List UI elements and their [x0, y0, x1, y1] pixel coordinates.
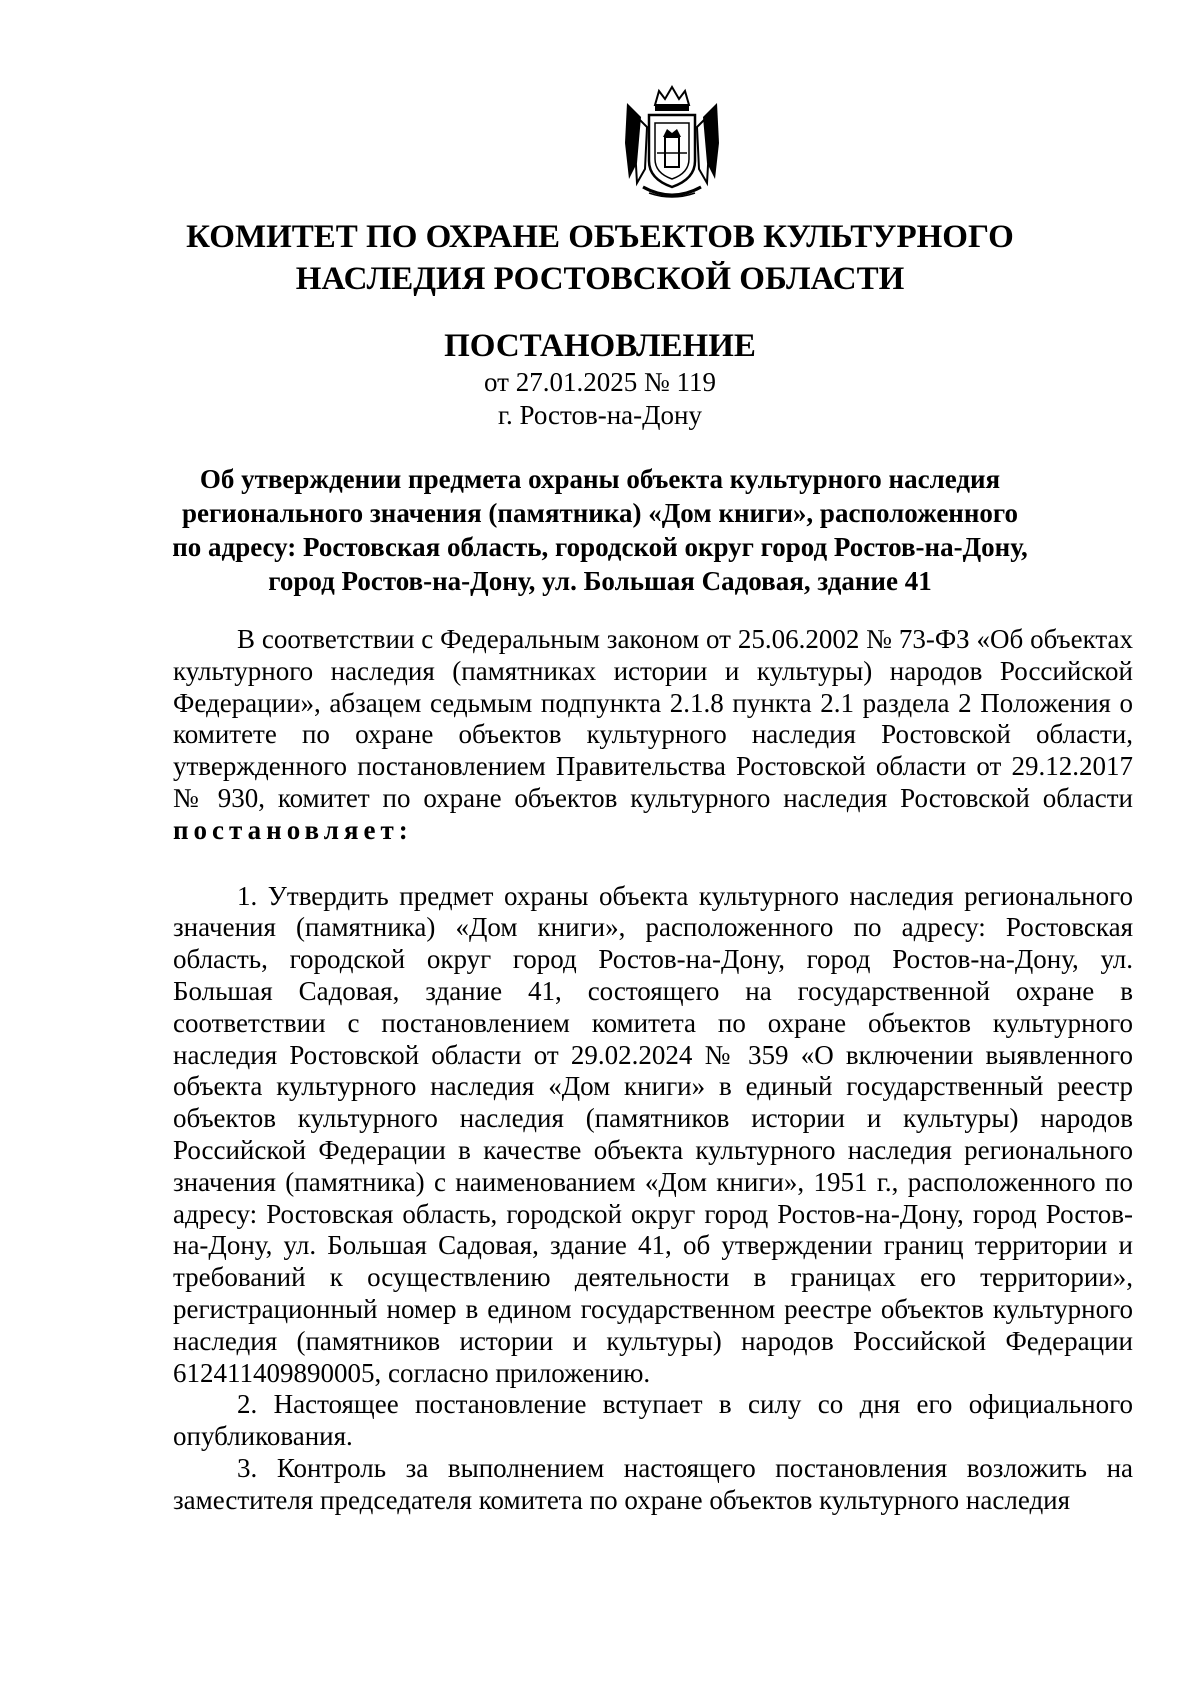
organization-title [100, 216, 1100, 300]
org-title-line-2: НАСЛЕДИЯ РОСТОВСКОЙ ОБЛАСТИ [295, 261, 905, 297]
document-meta [100, 366, 1100, 432]
document-subject [160, 462, 1040, 598]
subject-line-2: регионального значения (памятника) «Дом книги», расположенного [181, 498, 1019, 528]
decree-word: постановляет: [173, 814, 413, 845]
subject-line-3: по адресу: Ростовская область, городской округ город Ростов-на-Дону, [172, 532, 1028, 562]
preamble-text: В соответствии с Федеральным законом от 25.06.2002 № 73-ФЗ «Об объектах культурного наследия (памятниках истории и культуры) народов Российской Федерации», абзацем седьмым подпункта 2.1.8 пункта 2.1 раздела 2 Положения о комитете по охране объектов культурного наследия Ростовской области, утвержденного постановлением Правительства Ростовской области от 29.12.2017 № 930, комитет по охране объектов культурного наследия Ростовской области [173, 624, 1133, 813]
document-date-number: от 27.01.2025 № 119 [484, 367, 716, 397]
subject-line-4: город Ростов-на-Дону, ул. Большая Садовая, здание 41 [268, 566, 932, 596]
document-body [173, 624, 1133, 1517]
org-title-line-1: КОМИТЕТ ПО ОХРАНЕ ОБЪЕКТОВ КУЛЬТУРНОГО [186, 219, 1014, 255]
coat-of-arms-icon [619, 83, 725, 203]
item-1-paragraph: 1. Утвердить предмет охраны объекта культурного наследия регионального значения (памятника) «Дом книги», расположенного по адресу: Ростовская область, городской округ город Ростов-на-Дону, город Ростов-на-Дону, ул. Большая Садовая, здание 41, состоящего на государственной охране в соответствии с постановлением комитета по охране объектов культурного наследия Ростовской области от 29.02.2024 № 359 «О включении выявленного объекта культурного наследия «Дом книги» в единый государственный реестр объектов культурного наследия (памятников истории и культуры) народов Российской Федерации в качестве объекта культурного наследия регионального значения (памятника) с наименованием «Дом книги», 1951 г., расположенного по адресу: Ростовская область, городской округ город Ростов-на-Дону, город Ростов-на-Дону, ул. Большая Садовая, здание 41, об утверждении границ территории и требований к осуществлению деятельности в границах его территории», регистрационный номер в едином государственном реестре объектов культурного наследия (памятников истории и культуры) народов Российской Федерации 612411409890005, согласно приложению. [173, 880, 1133, 1388]
item-3-paragraph: 3. Контроль за выполнением настоящего постановления возложить на заместителя председателя комитета по охране объектов культурного наследия [173, 1452, 1133, 1515]
item-2-paragraph: 2. Настоящее постановление вступает в силу со дня его официального опубликования. [173, 1389, 1133, 1452]
subject-line-1: Об утверждении предмета охраны объекта культурного наследия [199, 464, 1001, 494]
preamble-paragraph [173, 624, 1133, 847]
document-city: г. Ростов-на-Дону [497, 400, 702, 430]
document-type-heading: ПОСТАНОВЛЕНИЕ [444, 328, 756, 364]
